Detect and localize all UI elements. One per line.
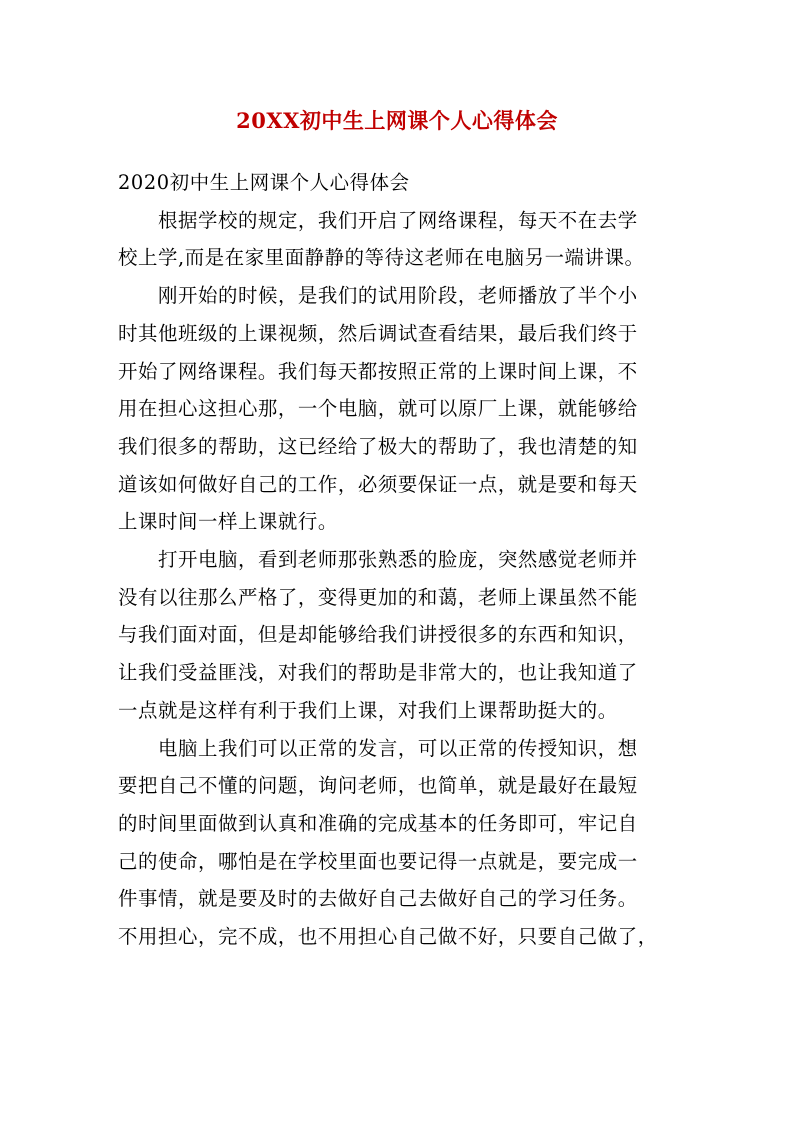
paragraph-4-line-2: 要把自己不懂的问题，询问老师，也简单，就是最好在最短 — [118, 774, 638, 798]
paragraph-2-line-6: 道该如何做好自己的工作，必须要保证一点，就是要和每天 — [118, 472, 638, 496]
paragraph-3-line-1: 打开电脑，看到老师那张熟悉的脸庞，突然感觉老师并 — [158, 548, 638, 572]
paragraph-3-line-5: 一点就是这样有利于我们上课，对我们上课帮助挺大的。 — [118, 698, 618, 722]
paragraph-2-line-5: 我们很多的帮助，这已经给了极大的帮助了，我也清楚的知 — [118, 434, 638, 458]
paragraph-4-line-5: 件事情，就是要及时的去做好自己去做好自己的学习任务。 — [118, 887, 638, 911]
paragraph-2-line-1: 刚开始的时候，是我们的试用阶段，老师播放了半个小 — [158, 284, 638, 308]
paragraph-4-line-6: 不用担心，完不成，也不用担心自己做不好，只要自己做了， — [118, 925, 658, 949]
paragraph-4-line-3: 的时间里面做到认真和准确的完成基本的任务即可，牢记自 — [118, 811, 638, 835]
subtitle-line: 2020初中生上网课个人心得体会 — [118, 171, 410, 194]
paragraph-4-line-4: 己的使命，哪怕是在学校里面也要记得一点就是，要完成一 — [118, 849, 638, 873]
paragraph-2-line-3: 开始了网络课程。我们每天都按照正常的上课时间上课，不 — [118, 359, 638, 383]
document-title: 20XX初中生上网课个人心得体会 — [236, 108, 558, 133]
paragraph-1-line-1: 根据学校的规定，我们开启了网络课程，每天不在去学 — [158, 208, 638, 232]
paragraph-3-line-2: 没有以往那么严格了，变得更加的和蔼，老师上课虽然不能 — [118, 585, 638, 609]
paragraph-4-line-1: 电脑上我们可以正常的发言，可以正常的传授知识，想 — [158, 736, 638, 760]
paragraph-2-line-2: 时其他班级的上课视频，然后调试查看结果，最后我们终于 — [118, 321, 638, 345]
document-body — [118, 164, 684, 956]
paragraph-1-line-2: 校上学,而是在家里面静静的等待这老师在电脑另一端讲课。 — [118, 246, 645, 270]
paragraph-3-line-3: 与我们面对面，但是却能够给我们讲授很多的东西和知识， — [118, 623, 638, 647]
paragraph-2-line-7: 上课时间一样上课就行。 — [118, 510, 338, 534]
paragraph-3-line-4: 让我们受益匪浅，对我们的帮助是非常大的，也让我知道了 — [118, 661, 638, 685]
paragraph-2-line-4: 用在担心这担心那，一个电脑，就可以原厂上课，就能够给 — [118, 397, 638, 421]
